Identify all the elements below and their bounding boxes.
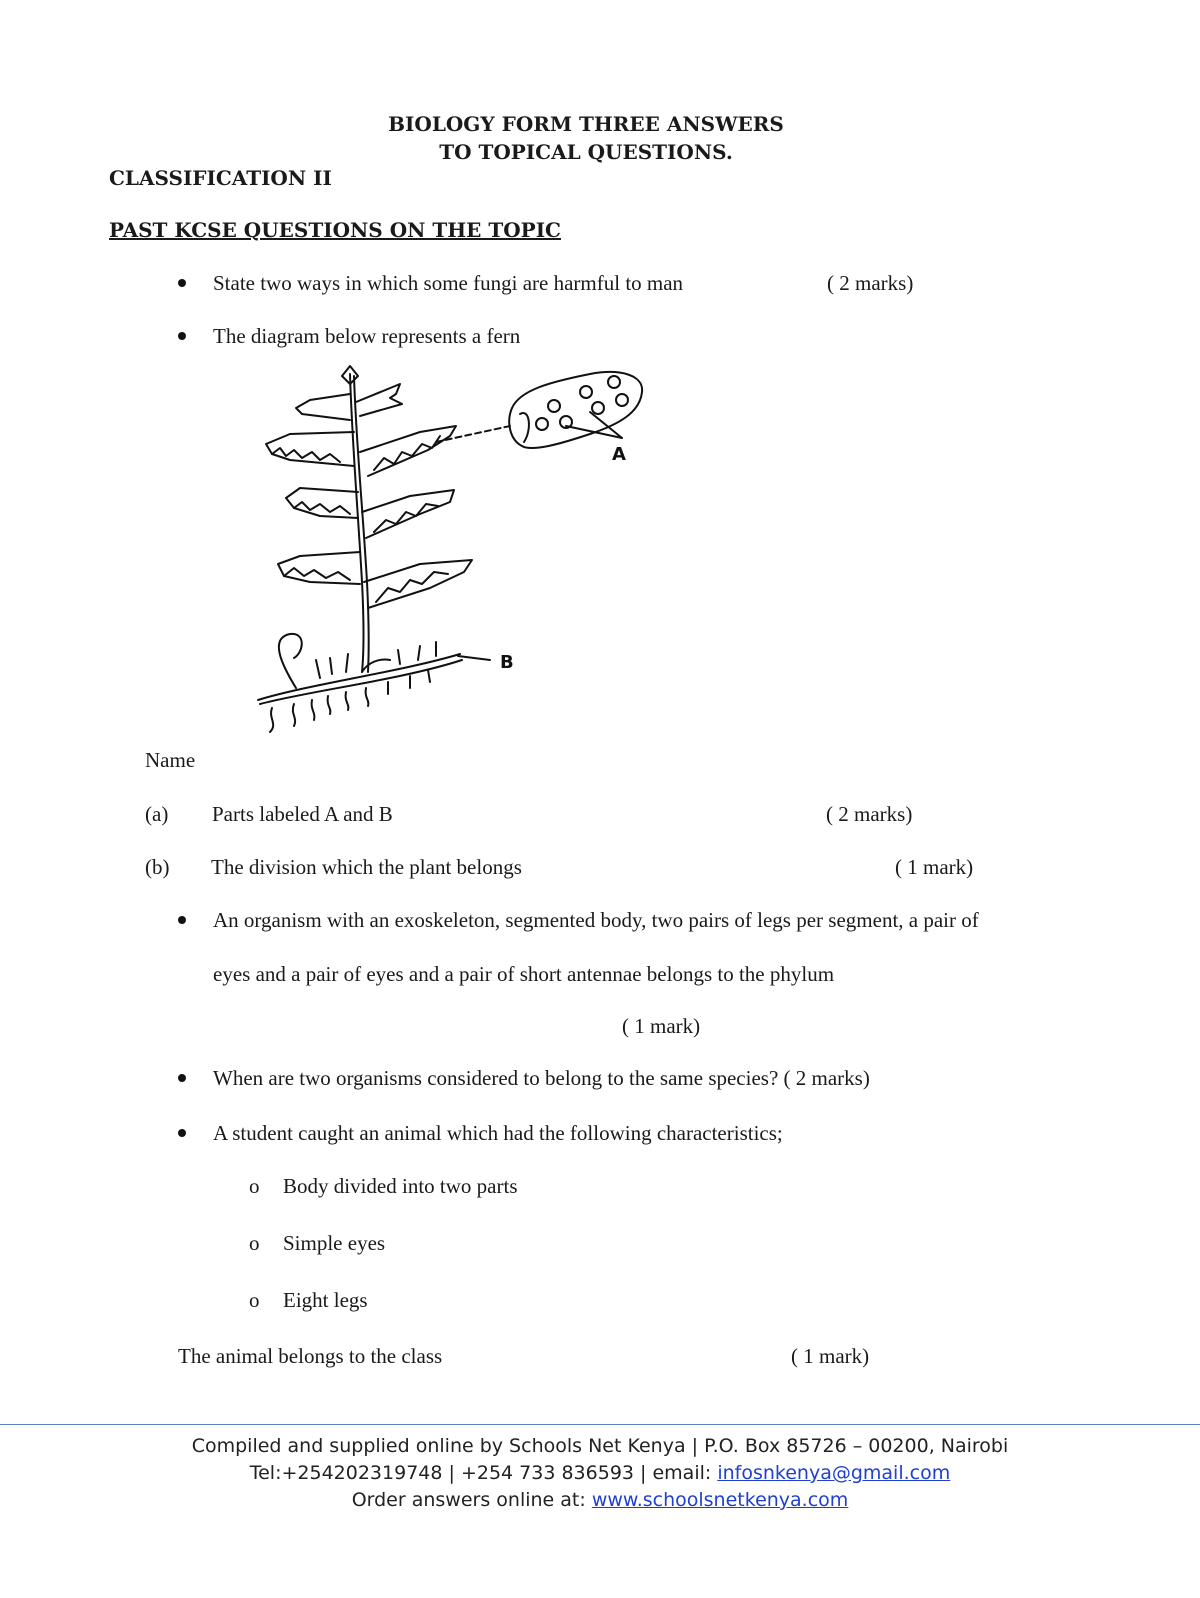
footer-divider: [0, 1424, 1200, 1425]
question-1-text: State two ways in which some fungi are harmful to man: [213, 271, 684, 295]
document-title-line1: BIOLOGY FORM THREE ANSWERS: [388, 112, 784, 136]
part-b-letter: (b): [145, 855, 170, 879]
footer-line2: [0, 1460, 1200, 1486]
part-a-text: Parts labeled A and B: [212, 802, 393, 826]
bullet-icon: [178, 332, 186, 340]
question-5-text: A student caught an animal which had the following characteristics;: [213, 1121, 783, 1145]
bullet-icon: [178, 1074, 186, 1082]
question-1-marks: ( 2 marks): [827, 271, 914, 295]
part-b-text: The division which the plant belongs: [211, 855, 522, 879]
question-3-marks: ( 1 mark): [622, 1014, 701, 1038]
bullet-icon: [178, 1129, 186, 1137]
question-4-text: When are two organisms considered to belong to the same species? ( 2 marks): [213, 1066, 870, 1090]
part-b-marks: ( 1 mark): [895, 855, 974, 879]
diagram-label-a: A: [612, 444, 626, 465]
question-5-closing: The animal belongs to the class: [178, 1344, 443, 1368]
footer-line1: Compiled and supplied online by Schools Net Kenya | P.O. Box 85726 – 00200, Nairobi: [191, 1435, 1009, 1457]
question-3-line2: eyes and a pair of eyes and a pair of short antennae belongs to the phylum: [213, 962, 835, 986]
sub-bullet-marker: o: [249, 1288, 260, 1312]
part-a-marks: ( 2 marks): [826, 802, 913, 826]
part-a-letter: (a): [145, 802, 169, 826]
question-2-text: The diagram below represents a fern: [213, 324, 521, 348]
bullet-icon: [178, 279, 186, 287]
fern-diagram: [250, 362, 650, 734]
document-title-line2: TO TOPICAL QUESTIONS.: [439, 140, 733, 164]
bullet-icon: [178, 916, 186, 924]
footer-order-text: Order answers online at:: [351, 1489, 592, 1511]
email-link[interactable]: infosnkenya@gmail.com: [717, 1462, 951, 1484]
list-item: Eight legs: [283, 1288, 368, 1312]
footer-line3: [0, 1487, 1200, 1513]
name-label: Name: [145, 748, 196, 772]
question-5-marks: ( 1 mark): [791, 1344, 870, 1368]
diagram-label-b: B: [500, 652, 514, 673]
list-item: Body divided into two parts: [283, 1174, 518, 1198]
section-heading: PAST KCSE QUESTIONS ON THE TOPIC: [109, 218, 561, 242]
question-3-line1: An organism with an exoskeleton, segmented body, two pairs of legs per segment, a pair of: [213, 908, 979, 932]
website-link[interactable]: www.schoolsnetkenya.com: [591, 1489, 849, 1511]
topic-heading: CLASSIFICATION II: [109, 166, 332, 190]
sub-bullet-marker: o: [249, 1231, 260, 1255]
sub-bullet-marker: o: [249, 1174, 260, 1198]
footer-contact: Tel:+254202319748 | +254 733 836593 | email:: [249, 1462, 718, 1484]
list-item: Simple eyes: [283, 1231, 386, 1255]
